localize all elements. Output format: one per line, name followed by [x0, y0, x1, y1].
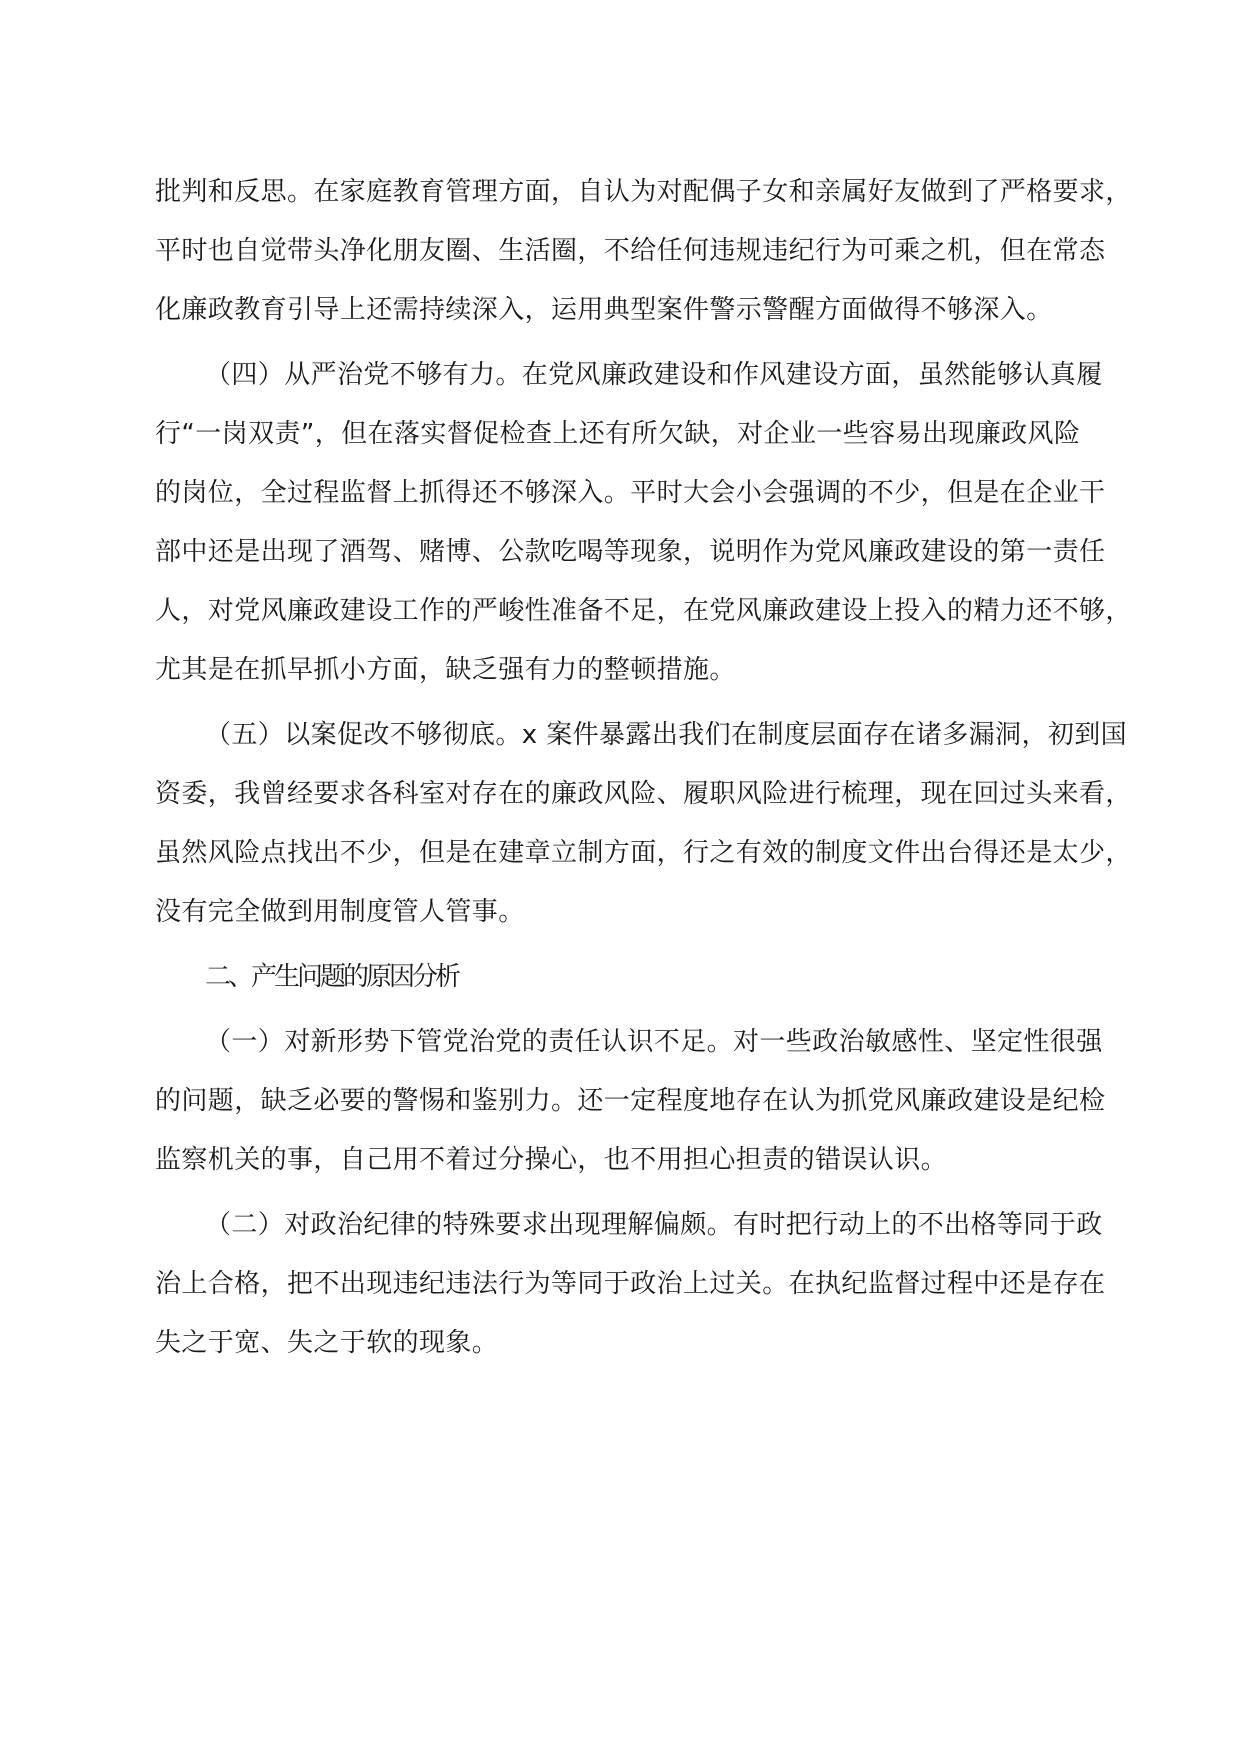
paragraph-line: （二）对政治纪律的特殊要求出现理解偏颇。有时把行动上的不出格等同于政: [205, 1210, 1103, 1240]
paragraph-line: 治上合格，把不出现违纪违法行为等同于政治上过关。在执纪监督过程中还是存在: [155, 1269, 1106, 1299]
paragraph-line: （五）以案促改不够彻底。x 案件暴露出我们在制度层面存在诸多漏洞，初到国: [205, 720, 1128, 750]
paragraph-line: 监察机关的事，自己用不着过分操心，也不用担心担责的错误认识。: [155, 1145, 948, 1175]
paragraph-line: 没有完全做到用制度管人管事。: [155, 897, 525, 927]
paragraph-line: （四）从严治党不够有力。在党风廉政建设和作风建设方面，虽然能够认真履: [205, 360, 1103, 390]
paragraph-line: 资委，我曾经要求各科室对存在的廉政风险、履职风险进行梳理，现在回过头来看，: [155, 779, 1132, 809]
paragraph-line: 行“一岗双责”，但在落实督促检查上还有所欠缺，对企业一些容易出现廉政风险: [155, 419, 1081, 449]
paragraph-line: 批判和反思。在家庭教育管理方面，自认为对配偶子女和亲属好友做到了严格要求，: [155, 177, 1132, 207]
paragraph-line: 人，对党风廉政建设工作的严峻性准备不足，在党风廉政建设上投入的精力还不够，: [155, 596, 1132, 626]
paragraph-line: （一）对新形势下管党治党的责任认识不足。对一些政治敏感性、坚定性很强: [205, 1027, 1103, 1057]
paragraph-line: 失之于宽、失之于软的现象。: [155, 1328, 499, 1358]
paragraph-line: 的岗位，全过程监督上抓得还不够深入。平时大会小会强调的不少，但是在企业干: [155, 478, 1106, 508]
paragraph-line: 的问题，缺乏必要的警惕和鉴别力。还一定程度地存在认为抓党风廉政建设是纪检: [155, 1086, 1106, 1116]
paragraph-line: 虽然风险点找出不少，但是在建章立制方面，行之有效的制度文件出台得还是太少，: [155, 838, 1132, 868]
paragraph-line: 化廉政教育引导上还需持续深入，运用典型案件警示警醒方面做得不够深入。: [155, 295, 1053, 325]
paragraph-line: 尤其是在抓早抓小方面，缺乏强有力的整顿措施。: [155, 655, 736, 685]
paragraph-line: 平时也自觉带头净化朋友圈、生活圈，不给任何违规违纪行为可乘之机，但在常态: [155, 236, 1106, 266]
paragraph-line: 部中还是出现了酒驾、赌博、公款吃喝等现象，说明作为党风廉政建设的第一责任: [155, 537, 1106, 567]
section-heading: 二、产生问题的原因分析: [205, 962, 459, 992]
